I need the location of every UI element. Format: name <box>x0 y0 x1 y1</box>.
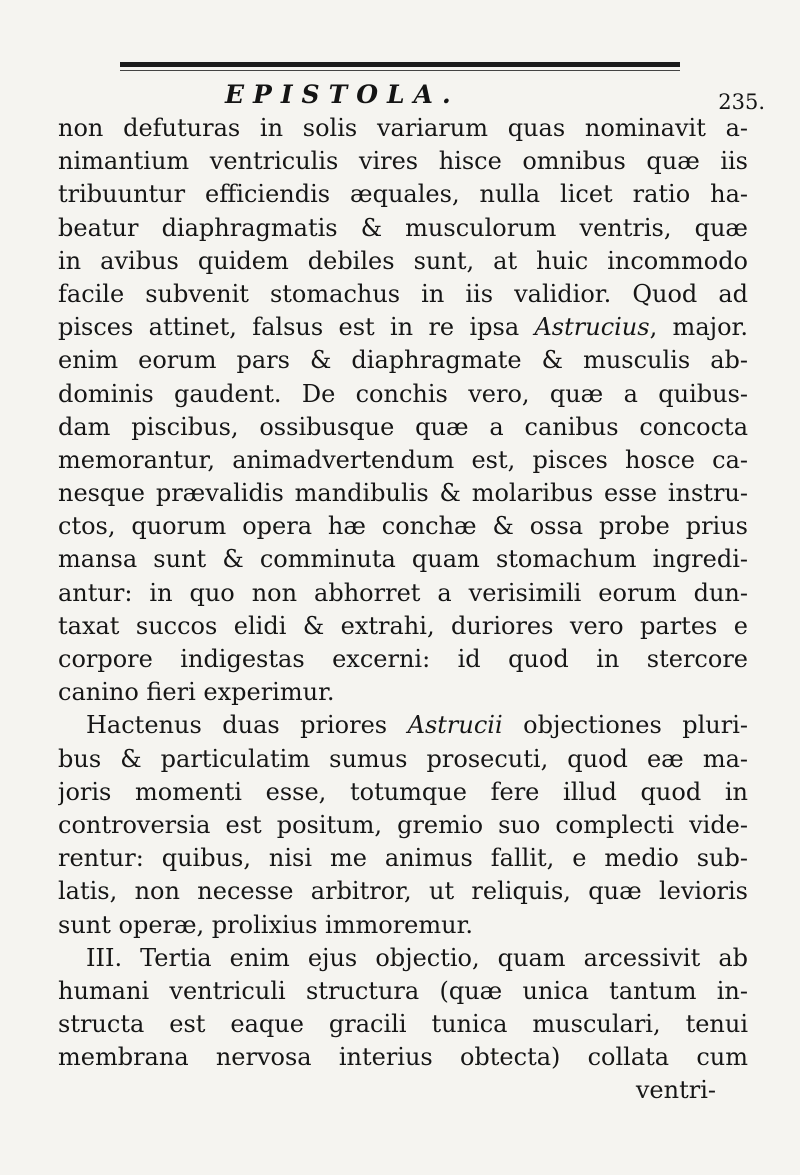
text-line <box>58 311 748 344</box>
text-segment: taxat succos elidi & extrahi, duriores vero partes e <box>58 611 748 640</box>
text-segment: corpore indigestas excerni: id quod in stercore <box>58 645 748 673</box>
text-line <box>58 178 748 211</box>
text-segment: tribuuntur efficiendis æquales, nulla licet ratio ha- <box>58 180 748 209</box>
text-line <box>58 776 748 809</box>
text-line <box>58 909 748 942</box>
text-segment: facile subvenit stomachus in iis validior. Quod ad <box>58 279 748 308</box>
italic-name: Astrucius <box>534 313 650 342</box>
text-line <box>58 676 748 709</box>
text-line <box>58 278 748 311</box>
text-segment: structa est eaque gracili tunica musculari, tenui <box>58 1010 748 1039</box>
italic-name: Astrucii <box>407 711 503 740</box>
text-segment: nimantium ventriculis vires hisce omnibus quæ iis <box>58 147 748 176</box>
text-line <box>58 1074 748 1107</box>
text-segment: non defuturas in solis variarum quas nominavit a- <box>58 114 748 142</box>
text-segment: membrana nervosa interius obtecta) collata cum <box>58 1043 748 1072</box>
text-segment: memorantur, animadvertendum est, pisces hosce ca- <box>58 445 748 474</box>
text-segment: antur: in quo non abhorret a verisimili eorum dun- <box>58 578 748 607</box>
text-line <box>58 344 748 377</box>
text-segment: III. Tertia enim ejus objectio, quam arcessivit ab <box>86 943 748 972</box>
text-segment: controversia est positum, gremio suo complecti vide- <box>58 810 748 839</box>
text-segment: ventri- <box>635 1076 716 1105</box>
text-line <box>58 378 748 411</box>
text-line <box>58 809 748 842</box>
text-segment: enim eorum pars & diaphragmate & musculis ab- <box>58 346 748 375</box>
page-number: 235. <box>718 90 765 114</box>
text-line <box>58 577 748 610</box>
text-segment: humani ventriculi structura (quæ unica tantum in- <box>58 976 748 1005</box>
text-line <box>58 145 748 178</box>
text-line <box>58 1008 748 1041</box>
text-line <box>58 112 748 145</box>
text-line <box>58 543 748 576</box>
body-text <box>58 112 748 1108</box>
text-segment: dominis gaudent. De conchis vero, quæ a quibus- <box>58 379 748 408</box>
running-head: EPISTOLA. <box>225 80 460 109</box>
text-segment: canino fieri experimur. <box>58 678 335 707</box>
text-line <box>58 842 748 875</box>
text-line <box>58 245 748 278</box>
text-line <box>58 875 748 908</box>
text-segment: sunt operæ, prolixius immoremur. <box>58 910 474 939</box>
text-segment: nesque prævalidis mandibulis & molaribus esse instru- <box>58 479 748 508</box>
text-segment: objectiones pluri- <box>502 711 748 740</box>
top-rule <box>120 62 680 67</box>
text-line <box>58 212 748 245</box>
top-rule-thin <box>120 70 680 71</box>
text-segment: ctos, quorum opera hæ conchæ & ossa probe prius <box>58 512 748 541</box>
text-segment: pisces attinet, falsus est in re ipsa <box>58 313 535 342</box>
text-segment: bus & particulatim sumus prosecuti, quod eæ ma- <box>58 744 748 773</box>
text-line <box>58 1041 748 1074</box>
text-line <box>58 444 748 477</box>
text-segment: rentur: quibus, nisi me animus fallit, e medio sub- <box>58 844 748 873</box>
text-line <box>58 411 748 444</box>
text-segment: latis, non necesse arbitror, ut reliquis, quæ levioris <box>58 877 748 906</box>
text-line <box>58 942 748 975</box>
text-segment: dam piscibus, ossibusque quæ a canibus concocta <box>58 412 748 441</box>
text-segment: mansa sunt & comminuta quam stomachum ingredi- <box>58 545 748 574</box>
text-line <box>58 643 748 676</box>
text-segment: joris momenti esse, totumque fere illud quod in <box>58 777 748 806</box>
text-line <box>58 610 748 643</box>
text-segment: in avibus quidem debiles sunt, at huic incommodo <box>58 246 748 275</box>
text-line <box>58 709 748 742</box>
text-segment: beatur diaphragmatis & musculorum ventris, quæ <box>58 213 748 242</box>
text-segment: Hactenus duas priores <box>86 711 408 740</box>
text-line <box>58 975 748 1008</box>
text-line <box>58 510 748 543</box>
text-segment: , major. <box>649 313 748 342</box>
text-line <box>58 743 748 776</box>
text-line <box>58 477 748 510</box>
